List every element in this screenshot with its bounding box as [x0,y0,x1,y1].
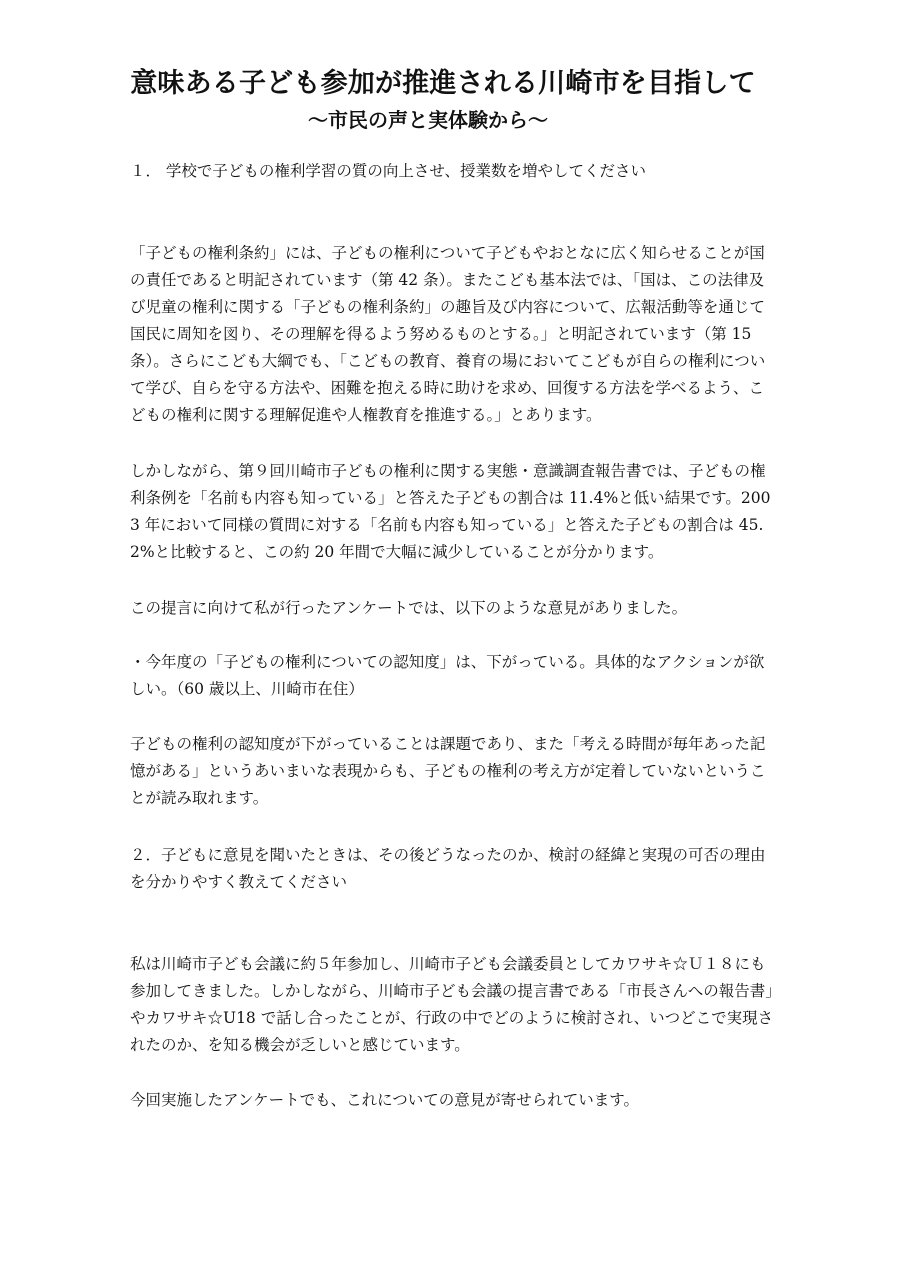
section-1-survey-quote: ・今年度の「子どもの権利についての認知度」は、下がっている。具体的なアクションが欲しい。（60 歳以上、川崎市在住） [130,653,765,698]
document-title: 意味ある子ども参加が推進される川崎市を目指して [130,68,756,99]
section-1-paragraph-1: 「子どもの権利条約」には、子どもの権利について子どもやおとなに広く知らせることが国の責任であると明記されています（第 42 条）。またこども基本法では、「国は、この法律及び児童の権利に関する「子どもの権利条約」の趣旨及び内容について、広報活動等を通じて国民に周知を図り、その理解を得るよう努めるものとする。」と明記されています（第 15 条）。さらにこども大綱でも、「こどもの教育、養育の場においてこどもが自らの権利について学び、自らを守る方法や、困難を抱える時に助けを求め、回復する方法を学べるよう、こどもの権利に関する理解促進や人権教育を推進する。」とあります。 [130,244,766,424]
section-1-paragraph-2: しかしながら、第９回川崎市子どもの権利に関する実態・意識調査報告書では、子どもの権利条例を「名前も内容も知っている」と答えた子どもの割合は 11.4%と低い結果です。2003 年において同様の質問に対する「名前も内容も知っている」と答えた子どもの割合は 45.2%と比較すると、この約 20 年間で大幅に減少していることが分かります。 [130,462,771,561]
section-2-paragraph-1: 私は川崎市子ども会議に約５年参加し、川崎市子ども会議委員としてカワサキ☆Ｕ１８にも参加してきました。しかしながら、川崎市子ども会議の提言書である「市長さんへの報告書」やカワサキ☆U18 で話し合ったことが、行政の中でどのように検討され、いつどこで実現されたのか、を知る機会が乏しいと感じています。 [130,955,774,1054]
section-2-heading: ２．子どもに意見を聞いたときは、その後どうなったのか、検討の経緯と実現の可否の理由を分かりやすく教えてください [130,846,766,891]
document-subtitle: 〜市民の声と実体験から〜 [308,108,548,132]
section-1-heading: １． 学校で子どもの権利学習の質の向上させ、授業数を増やしてください [130,162,646,180]
section-1-paragraph-3: この提言に向けて私が行ったアンケートでは、以下のような意見がありました。 [130,599,688,617]
section-2-paragraph-2: 今回実施したアンケートでも、これについての意見が寄せられています。 [130,1091,640,1109]
section-1-paragraph-4: 子どもの権利の認知度が下がっていることは課題であり、また「考える時間が毎年あった記憶がある」というあいまいな表現からも、子どもの権利の考え方が定着していないということが読み取れます。 [130,735,766,807]
